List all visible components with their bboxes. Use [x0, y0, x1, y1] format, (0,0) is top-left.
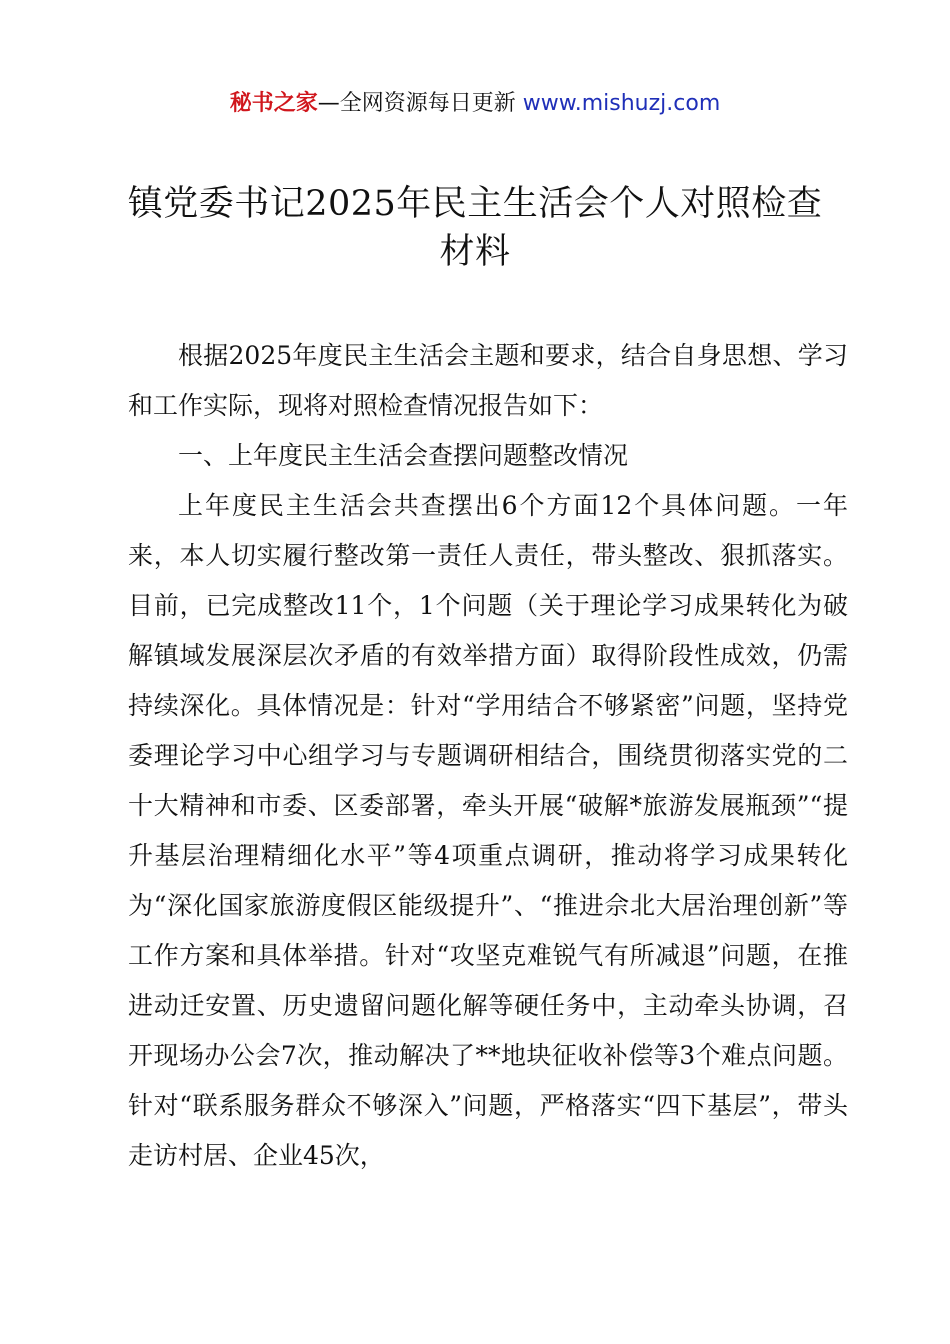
body-paragraph: 上年度民主生活会共查摆出6个方面12个具体问题。一年来，本人切实履行整改第一责任人责任，带头整改、狠抓落实。目前，已完成整改11个，1个问题（关于理论学习成果转化为破解镇域发展深层次矛盾的有效举措方面）取得阶段性成效，仍需持续深化。具体情况是：针对“学用结合不够紧密”问题，坚持党委理论学习中心组学习与专题调研相结合，围绕贯彻落实党的二十大精神和市委、区委部署，牵头开展“破解*旅游发展瓶颈”“提升基层治理精细化水平”等4项重点调研，推动将学习成果转化为“深化国家旅游度假区能级提升”、“推进佘北大居治理创新”等工作方案和具体举措。针对“攻坚克难锐气有所减退”问题，在推进动迁安置、历史遗留问题化解等硬任务中，主动牵头协调，召开现场办公会7次，推动解决了**地块征收补偿等3个难点问题。针对“联系服务群众不够深入”问题，严格落实“四下基层”，带头走访村居、企业45次，: [128, 491, 848, 1170]
site-brand: 秘书之家: [229, 91, 318, 116]
site-slogan: —全网资源每日更新: [317, 91, 523, 116]
intro-paragraph: 根据2025年度民主生活会主题和要求，结合自身思想、学习和工作实际，现将对照检查情况报告如下：: [128, 341, 848, 420]
section-heading: 一、上年度民主生活会查摆问题整改情况: [178, 441, 629, 470]
document-title: 镇党委书记2025年民主生活会个人对照检查材料: [127, 184, 823, 272]
document-body: [128, 331, 848, 1181]
site-url-link[interactable]: www.mishuzj.com: [522, 91, 721, 116]
site-header: [0, 88, 950, 120]
